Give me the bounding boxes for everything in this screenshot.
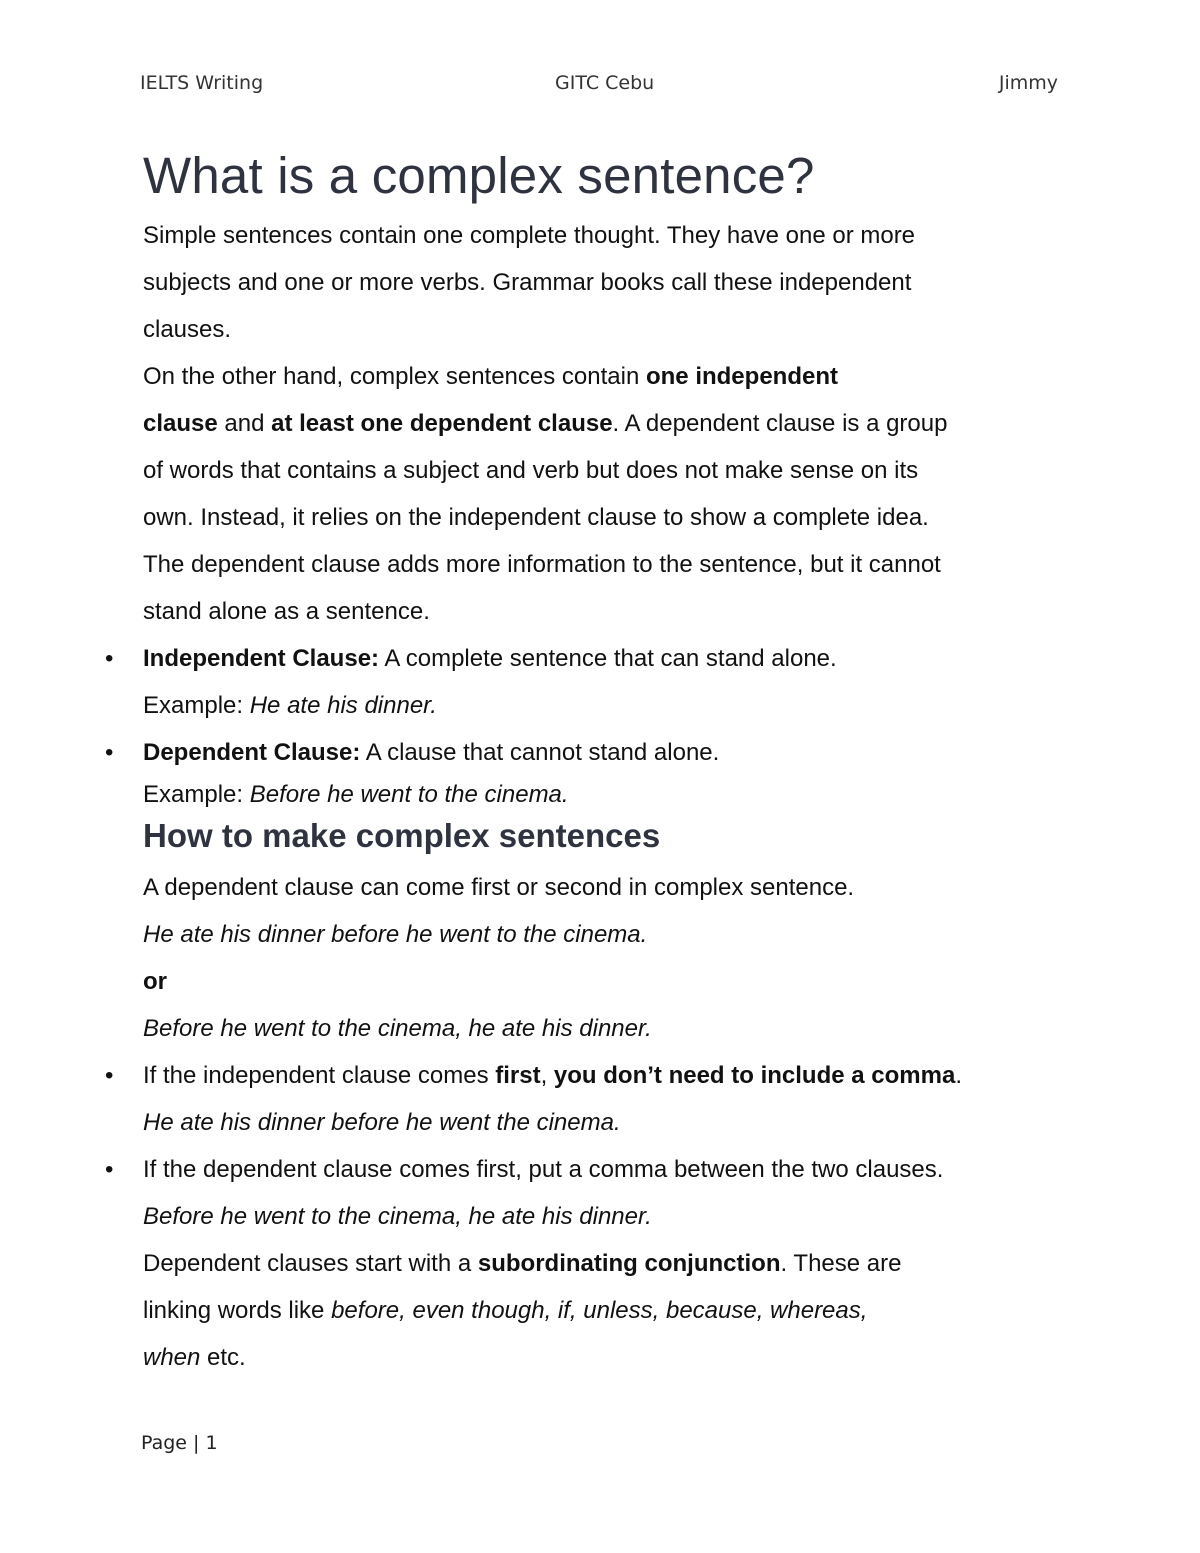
header-right: Jimmy bbox=[998, 72, 1058, 94]
section2-or bbox=[143, 958, 1063, 1005]
para2-text: and bbox=[217, 410, 272, 437]
bullet-icon: • bbox=[105, 1062, 114, 1089]
document-body bbox=[105, 140, 1063, 1381]
bullet-desc: A complete sentence that can stand alone. bbox=[379, 645, 837, 672]
closing-text: . These are bbox=[780, 1250, 902, 1277]
bullet-desc: , bbox=[540, 1062, 554, 1089]
para2-text: On the other hand, complex sentences contain bbox=[143, 363, 646, 390]
header-center: GITC Cebu bbox=[555, 72, 655, 94]
closing-italic: when bbox=[143, 1344, 201, 1371]
closing-text: Dependent clauses start with a bbox=[143, 1250, 478, 1277]
intro-line-2: subjects and one or more verbs. Grammar books call these independent bbox=[143, 269, 912, 296]
header-left: IELTS Writing bbox=[140, 72, 264, 94]
closing-text: etc. bbox=[200, 1344, 246, 1371]
bullet-desc: A clause that cannot stand alone. bbox=[360, 739, 720, 766]
closing-line-3 bbox=[143, 1334, 1063, 1381]
bullet-bold: first bbox=[495, 1062, 541, 1089]
closing-line-2 bbox=[143, 1287, 1063, 1334]
para2-line-6: stand alone as a sentence. bbox=[143, 598, 430, 625]
section2-example-1 bbox=[143, 911, 1063, 958]
closing-line-1 bbox=[143, 1240, 1063, 1287]
bullet-desc: If the dependent clause comes first, put a comma between the two clauses. bbox=[143, 1156, 944, 1183]
list-item bbox=[105, 635, 1063, 682]
example-text: He ate his dinner before he went the cinema. bbox=[143, 1109, 621, 1136]
list-item bbox=[105, 729, 1063, 776]
closing-text: linking words like bbox=[143, 1297, 332, 1324]
example-text: Before he went to the cinema, he ate his dinner. bbox=[143, 1015, 652, 1042]
list-item bbox=[105, 1146, 1063, 1193]
example-text: Before he went to the cinema. bbox=[249, 781, 569, 808]
para2-bold: at least one dependent clause bbox=[271, 410, 613, 437]
example-text: Before he went to the cinema, he ate his dinner. bbox=[143, 1203, 652, 1230]
example-line bbox=[143, 1099, 1063, 1146]
example-text: He ate his dinner before he went to the cinema. bbox=[143, 921, 648, 948]
para2-line-3: of words that contains a subject and verb but does not make sense on its bbox=[143, 457, 919, 484]
bullet-text bbox=[143, 635, 1063, 682]
para2-line-2 bbox=[143, 400, 1063, 447]
para2-line-1 bbox=[143, 353, 1063, 400]
list-item bbox=[105, 1052, 1063, 1099]
page-title: What is a complex sentence? bbox=[143, 147, 815, 204]
section-heading: How to make complex sentences bbox=[143, 817, 661, 854]
bullet-icon: • bbox=[105, 645, 114, 672]
bullet-term: Dependent Clause: bbox=[143, 739, 361, 766]
bullet-text bbox=[143, 1146, 1063, 1193]
example-label: Example: bbox=[143, 692, 250, 719]
section2-line-1: A dependent clause can come first or second in complex sentence. bbox=[143, 874, 855, 901]
section2-example-2 bbox=[143, 1005, 1063, 1052]
example-text: He ate his dinner. bbox=[249, 692, 437, 719]
example-line bbox=[143, 682, 1063, 729]
bullet-desc: . bbox=[955, 1062, 962, 1089]
bullet-desc: If the independent clause comes bbox=[143, 1062, 496, 1089]
para2-line-5: The dependent clause adds more information to the sentence, but it cannot bbox=[143, 551, 941, 578]
bullet-icon: • bbox=[105, 1156, 114, 1183]
example-line bbox=[143, 1193, 1063, 1240]
para2-bold: clause bbox=[143, 410, 218, 437]
para2-line-4: own. Instead, it relies on the independent clause to show a complete idea. bbox=[143, 504, 929, 531]
bullet-bold: you don’t need to include a comma bbox=[553, 1062, 956, 1089]
or-text: or bbox=[143, 968, 167, 995]
closing-bold: subordinating conjunction bbox=[477, 1250, 781, 1277]
bullet-text bbox=[143, 1052, 1063, 1099]
example-line bbox=[143, 776, 1063, 814]
example-label: Example: bbox=[143, 781, 250, 808]
closing-italic: before, even though, if, unless, because, whereas, bbox=[331, 1297, 868, 1324]
bullet-icon: • bbox=[105, 739, 114, 766]
bullet-term: Independent Clause: bbox=[143, 645, 380, 672]
intro-line-3: clauses. bbox=[143, 316, 232, 343]
intro-line-1: Simple sentences contain one complete thought. They have one or more bbox=[143, 222, 916, 249]
para2-bold: one independent bbox=[645, 363, 838, 390]
bullet-text bbox=[143, 729, 1063, 776]
page-number: Page | 1 bbox=[141, 1432, 218, 1454]
para2-text: . A dependent clause is a group bbox=[612, 410, 948, 437]
